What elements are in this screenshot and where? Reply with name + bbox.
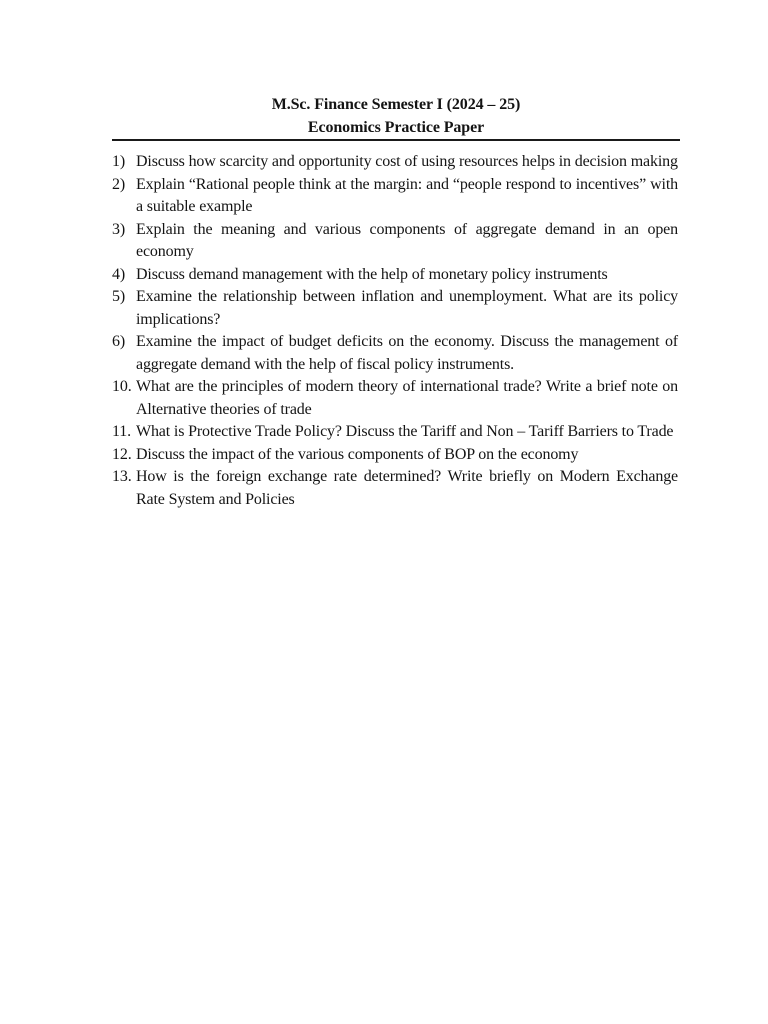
question-number: 4) [112, 265, 126, 283]
header-divider [112, 139, 680, 141]
question-text: Examine the relationship between inflation and unemployment. What are its policy implications? [136, 288, 678, 328]
question-text: Explain the meaning and various components of aggregate demand in an open economy [136, 220, 678, 260]
question-number: 11. [112, 423, 131, 440]
question-item [112, 151, 678, 174]
paper-header [112, 94, 680, 139]
question-text: What is Protective Trade Policy? Discuss the Tariff and Non – Tariff Barriers to Trade [136, 423, 674, 440]
question-item [112, 376, 678, 421]
question-item [112, 219, 678, 264]
question-item [112, 444, 678, 467]
question-text: How is the foreign exchange rate determined? Write briefly on Modern Exchange Rate System and Policies [136, 468, 678, 508]
question-item [112, 286, 678, 331]
question-number: 13. [112, 468, 132, 485]
question-number: 6) [112, 333, 126, 350]
question-text: Discuss how scarcity and opportunity cost of using resources helps in decision making [136, 153, 678, 170]
page-title: M.Sc. Finance Semester I (2024 – 25) [271, 96, 521, 113]
question-number: 10. [112, 378, 132, 395]
question-text: Discuss demand management with the help of monetary policy instruments [136, 265, 608, 283]
question-number: 5) [112, 288, 126, 305]
question-item [112, 331, 678, 376]
question-number: 1) [112, 153, 126, 170]
question-text: What are the principles of modern theory of international trade? Write a brief note on Alternative theories of trade [136, 378, 678, 418]
page-subtitle: Economics Practice Paper [307, 118, 485, 136]
question-list [112, 151, 678, 511]
question-item [112, 466, 678, 511]
question-item [112, 264, 678, 287]
question-number: 12. [112, 445, 132, 463]
question-text: Explain “Rational people think at the margin: and “people respond to incentives” with a suitable example [136, 175, 678, 215]
question-number: 3) [112, 220, 126, 238]
question-number: 2) [112, 175, 126, 193]
question-text: Examine the impact of budget deficits on the economy. Discuss the management of aggregate demand with the help of fiscal policy instruments. [136, 333, 678, 373]
question-text: Discuss the impact of the various components of BOP on the economy [136, 445, 579, 463]
question-item [112, 421, 678, 444]
question-item [112, 174, 678, 219]
